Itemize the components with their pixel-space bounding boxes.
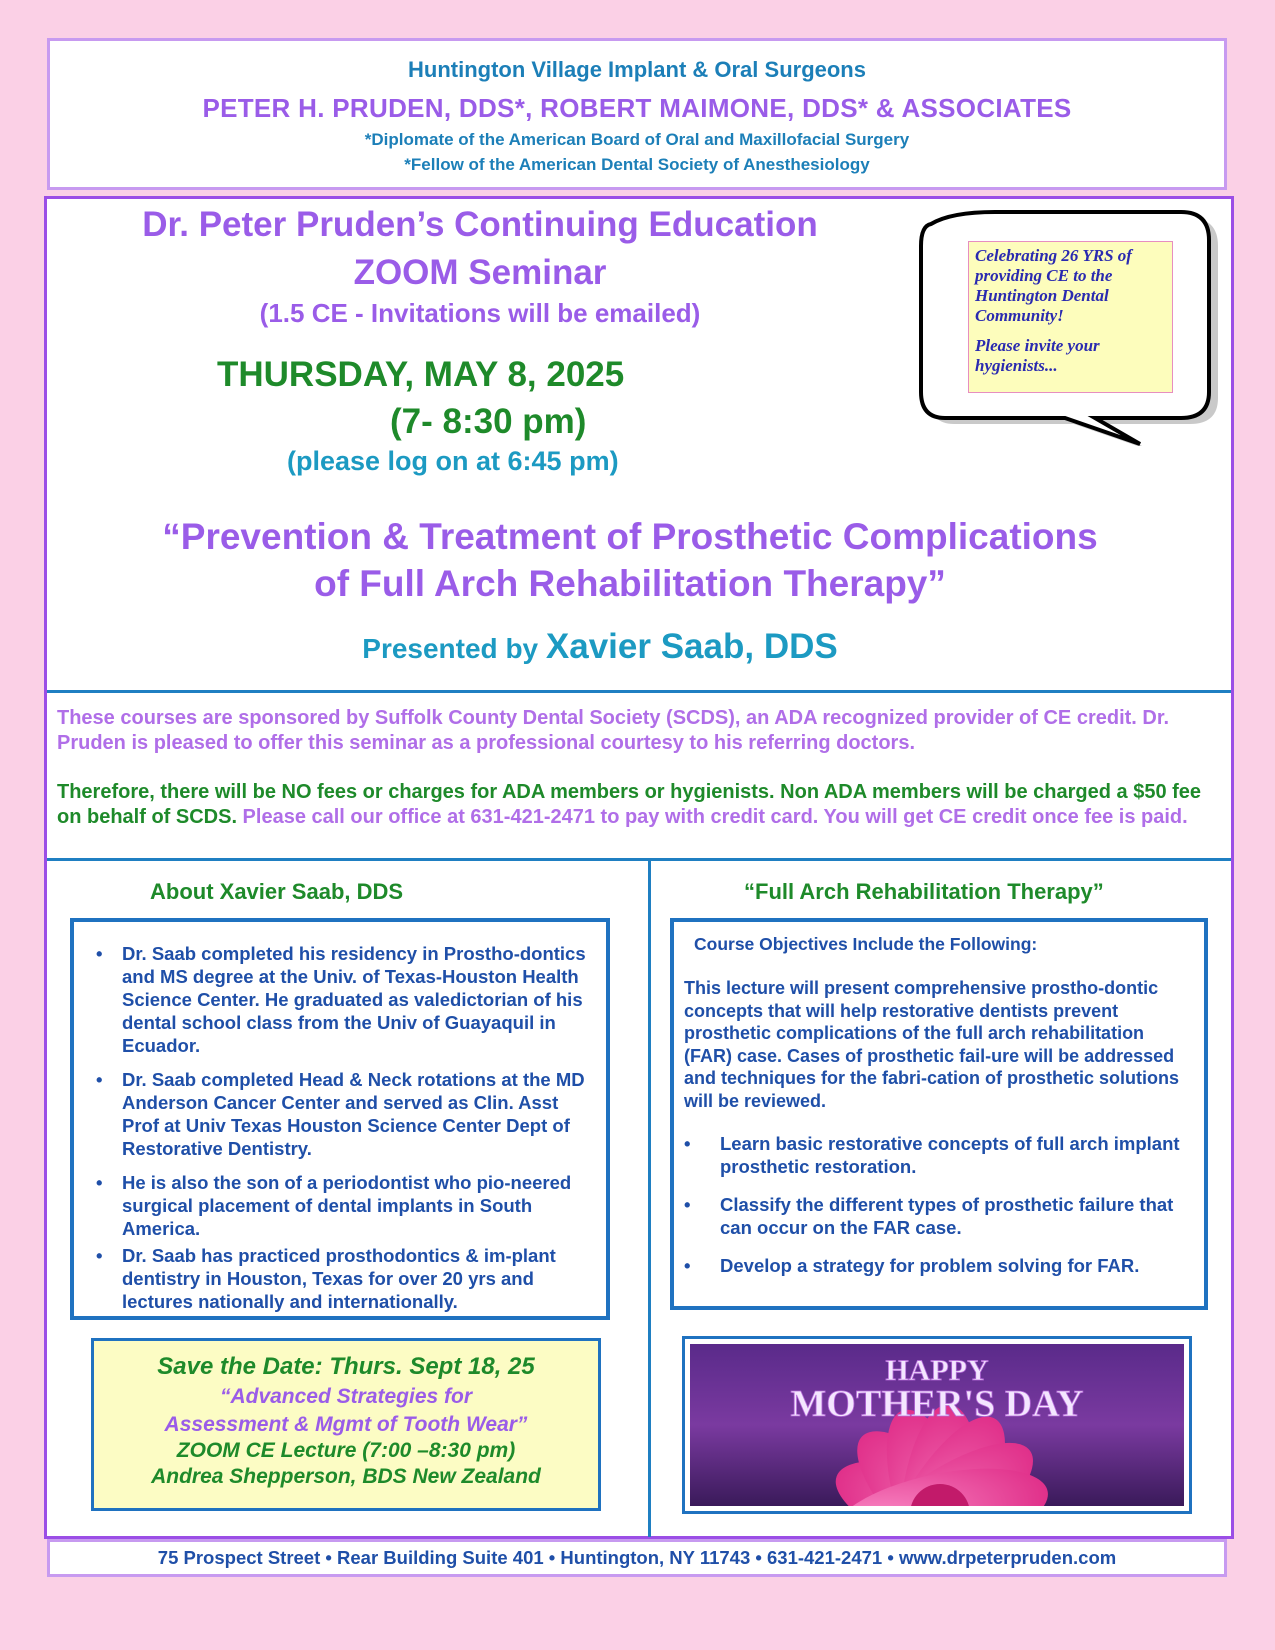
divider-middle <box>47 858 1231 861</box>
credential-diplomate: *Diplomate of the American Board of Oral and Maxillofacial Surgery <box>364 130 910 149</box>
bio-text: Dr. Saab completed his residency in Prostho-dontics and MS degree at the Univ. of Texas-Houston Health Science Center. He graduated as valedictorian of his dental school class from the Univ of Guayaquil in Ecuador. <box>122 943 586 1056</box>
seminar-title-line1: Dr. Peter Pruden’s Continuing Education <box>142 205 818 244</box>
sponsor-text: These courses are sponsored by Suffolk County Dental Society (SCDS), an ADA recognized provider of CE credit. Dr. Pruden is pleased to offer this seminar as a professional courtesy to his referring doctors. <box>57 707 1170 754</box>
bubble-celebrating-text: Celebrating 26 YRS of providing CE to the Huntington Dental Community! <box>975 246 1132 325</box>
about-bio-box <box>70 918 610 1320</box>
practice-header <box>47 38 1227 190</box>
seminar-time: (7- 8:30 pm) <box>390 402 587 441</box>
bio-item <box>96 1244 594 1313</box>
bubble-note <box>968 241 1173 393</box>
presenter-line <box>60 627 1140 667</box>
course-heading: “Full Arch Rehabilitation Therapy” <box>744 879 1104 904</box>
bullet-icon: • <box>96 943 103 964</box>
save-the-date-heading: Save the Date: Thurs. Sept 18, 25 <box>157 1353 535 1380</box>
footer-address: 75 Prospect Street • Rear Building Suite 401 • Huntington, NY 11743 • 631-421-2471 • www.drpeterpruden.com <box>47 1539 1227 1577</box>
seminar-subtitle: (1.5 CE - Invitations will be emailed) <box>259 298 701 328</box>
bullet-icon: • <box>684 1255 691 1276</box>
fees-text <box>57 780 1227 830</box>
objective-text: Classify the different types of prosthetic failure that can occur on the FAR case. <box>720 1194 1174 1238</box>
objective-text: Learn basic restorative concepts of full arch implant prosthetic restoration. <box>720 1133 1180 1177</box>
save-the-date-speaker: Andrea Shepperson, BDS New Zealand <box>151 1465 541 1488</box>
lecture-topic-line2: of Full Arch Rehabilitation Therapy” <box>314 563 946 604</box>
mothers-day-image-frame <box>682 1336 1192 1514</box>
save-the-date-box <box>91 1338 601 1511</box>
bullet-icon: • <box>684 1133 691 1154</box>
bullet-icon: • <box>96 1172 103 1193</box>
save-the-date-zoom: ZOOM CE Lecture (7:00 –8:30 pm) <box>176 1439 516 1462</box>
bio-item <box>96 1068 594 1160</box>
objective-text: Develop a strategy for problem solving for FAR. <box>720 1255 1140 1276</box>
objectives-list <box>674 1132 1204 1277</box>
objectives-heading: Course Objectives Include the Following: <box>694 934 1038 954</box>
save-the-date-title-line2: Assessment & Mgmt of Tooth Wear” <box>164 1413 528 1436</box>
bullet-icon: • <box>96 1069 103 1090</box>
lecture-topic-line1: “Prevention & Treatment of Prosthetic Complications <box>162 516 1098 557</box>
bio-item <box>96 1171 594 1240</box>
bio-text: Dr. Saab completed Head & Neck rotations at the MD Anderson Cancer Center and served as Clin. Asst Prof at Univ Texas Houston Science Center Dept of Restorative Dentistry. <box>122 1069 585 1159</box>
doctors-names: PETER H. PRUDEN, DDS*, ROBERT MAIMONE, DDS* & ASSOCIATES <box>202 93 1072 123</box>
bio-text: Dr. Saab has practiced prosthodontics & im-plant dentistry in Houston, Texas for over 20 yrs and lectures nationally and internationally. <box>122 1245 556 1312</box>
divider-top <box>47 690 1231 693</box>
save-the-date-title-line1: “Advanced Strategies for <box>219 1385 473 1408</box>
course-description: This lecture will present comprehensive prostho-dontic concepts that will help restorative dentists prevent prosthetic complications of the full arch rehabilitation (FAR) case. Cases of prosthetic fail-ure will be addressed and techniques for the fabri-cation of prosthetic solutions will be reviewed. <box>684 978 1180 1111</box>
seminar-title-line2: ZOOM Seminar <box>353 253 607 292</box>
fees-payment-info: Please call our office at 631-421-2471 to pay with credit card. You will get CE credit once fee is paid. <box>237 806 1188 828</box>
bullet-icon: • <box>684 1194 691 1215</box>
objective-item <box>684 1132 1190 1178</box>
objective-item <box>684 1254 1190 1277</box>
seminar-logon-time: (please log on at 6:45 pm) <box>287 446 619 476</box>
mothers-day-happy: HAPPY <box>885 1354 989 1387</box>
bio-text: He is also the son of a periodontist who pio-neered surgical placement of dental implants in South America. <box>122 1172 572 1239</box>
bubble-invite-text: Please invite your hygienists... <box>975 336 1100 375</box>
presenter-name: Xavier Saab, DDS <box>545 627 838 666</box>
mothers-day-title: MOTHER'S DAY <box>790 1383 1084 1425</box>
mothers-day-image <box>690 1344 1184 1506</box>
bio-item <box>96 942 594 1057</box>
credential-fellow: *Fellow of the American Dental Society of Anesthesiology <box>404 155 870 174</box>
fees-policy: Therefore, there will be NO fees or charges for ADA members or hygienists. Non ADA members will be charged a $50 fee on behalf of SCDS. <box>57 781 1202 828</box>
practice-name: Huntington Village Implant & Oral Surgeons <box>408 57 866 82</box>
presented-by-label: Presented by <box>362 633 539 664</box>
objective-item <box>684 1193 1190 1239</box>
seminar-date: THURSDAY, MAY 8, 2025 <box>217 355 625 394</box>
divider-columns <box>648 861 651 1537</box>
about-heading: About Xavier Saab, DDS <box>150 879 404 904</box>
course-objectives-box <box>670 918 1208 1310</box>
bullet-icon: • <box>96 1245 103 1266</box>
about-bullet-list <box>74 922 606 1313</box>
